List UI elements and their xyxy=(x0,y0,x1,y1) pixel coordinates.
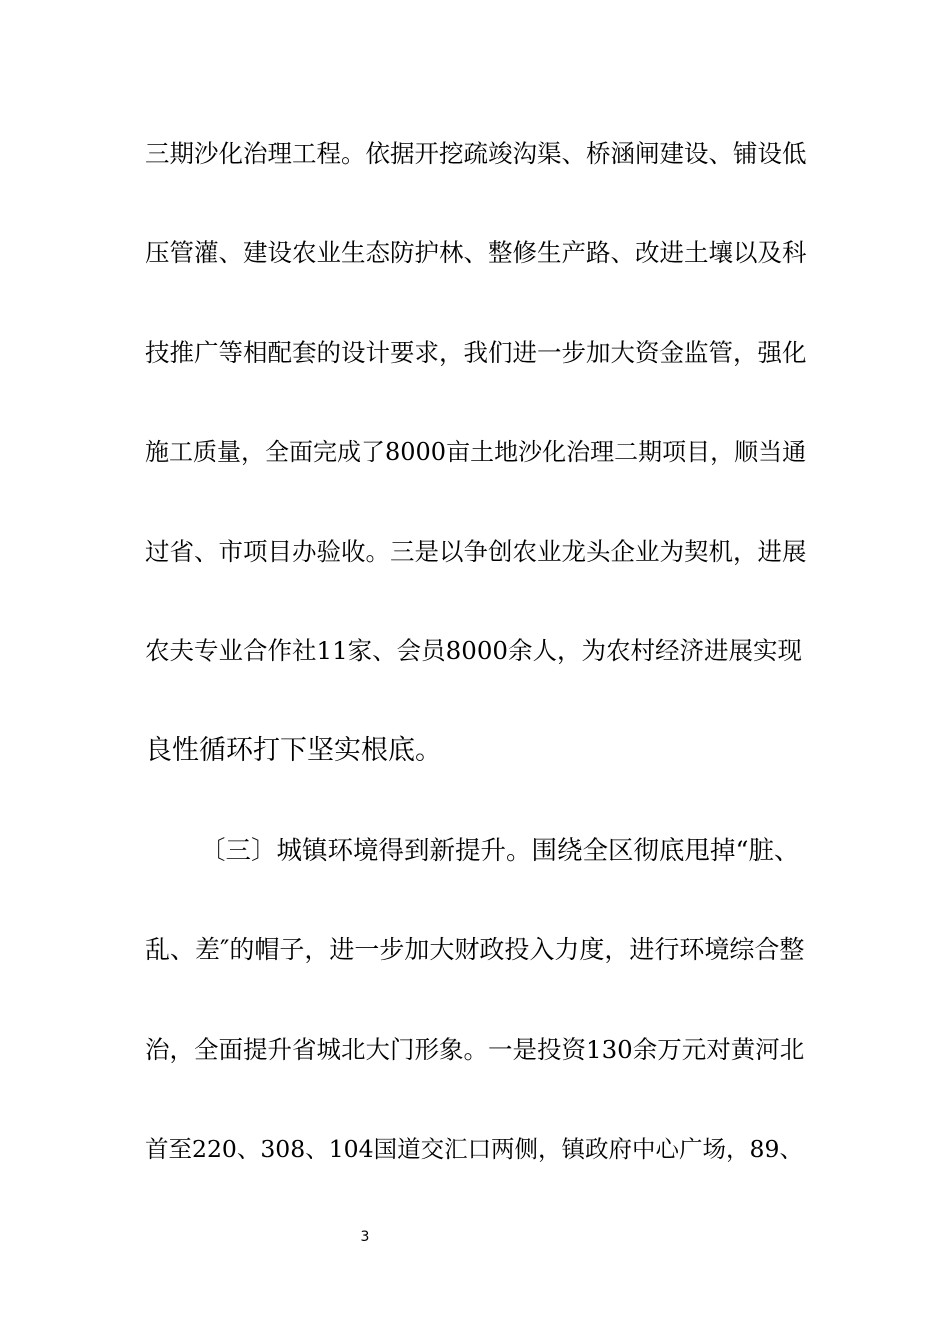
paragraph-2-line-1: 〔三〕城镇环境得到新提升。围绕全区彻底甩掉“脏、 xyxy=(200,836,800,866)
paragraph-2-line-2: 乱、差″的帽子，进一步加大财政投入力度，进行环境综合整 xyxy=(145,935,805,964)
paragraph-1-line-2: 压管灌、建设农业生态防护林、整修生产路、改进土壤以及科 xyxy=(145,238,807,267)
paragraph-1-line-5: 过省、市项目办验收。三是以争创农业龙头企业为契机，进展 xyxy=(145,537,807,566)
paragraph-2-line-4: 首至220、308、104国道交汇口两侧，镇政府中心广场，89、 xyxy=(145,1135,803,1163)
page-number: 3 xyxy=(360,1229,370,1245)
paragraph-1-line-6: 农夫专业合作社11家、会员8000余人，为农村经济进展实现 xyxy=(145,636,803,665)
paragraph-1-line-3: 技推广等相配套的设计要求，我们进一步加大资金监管，强化 xyxy=(145,338,807,367)
paragraph-1-line-1: 三期沙化治理工程。依据开挖疏竣沟渠、桥涵闸建设、铺设低 xyxy=(145,139,807,168)
paragraph-2-line-3: 治，全面提升省城北大门形象。一是投资130余万元对黄河北 xyxy=(145,1035,805,1064)
paragraph-1-line-4: 施工质量，全面完成了8000亩土地沙化治理二期项目，顺当通 xyxy=(145,438,807,466)
paragraph-1-line-7: 良性循环打下坚实根底。 xyxy=(145,735,442,766)
